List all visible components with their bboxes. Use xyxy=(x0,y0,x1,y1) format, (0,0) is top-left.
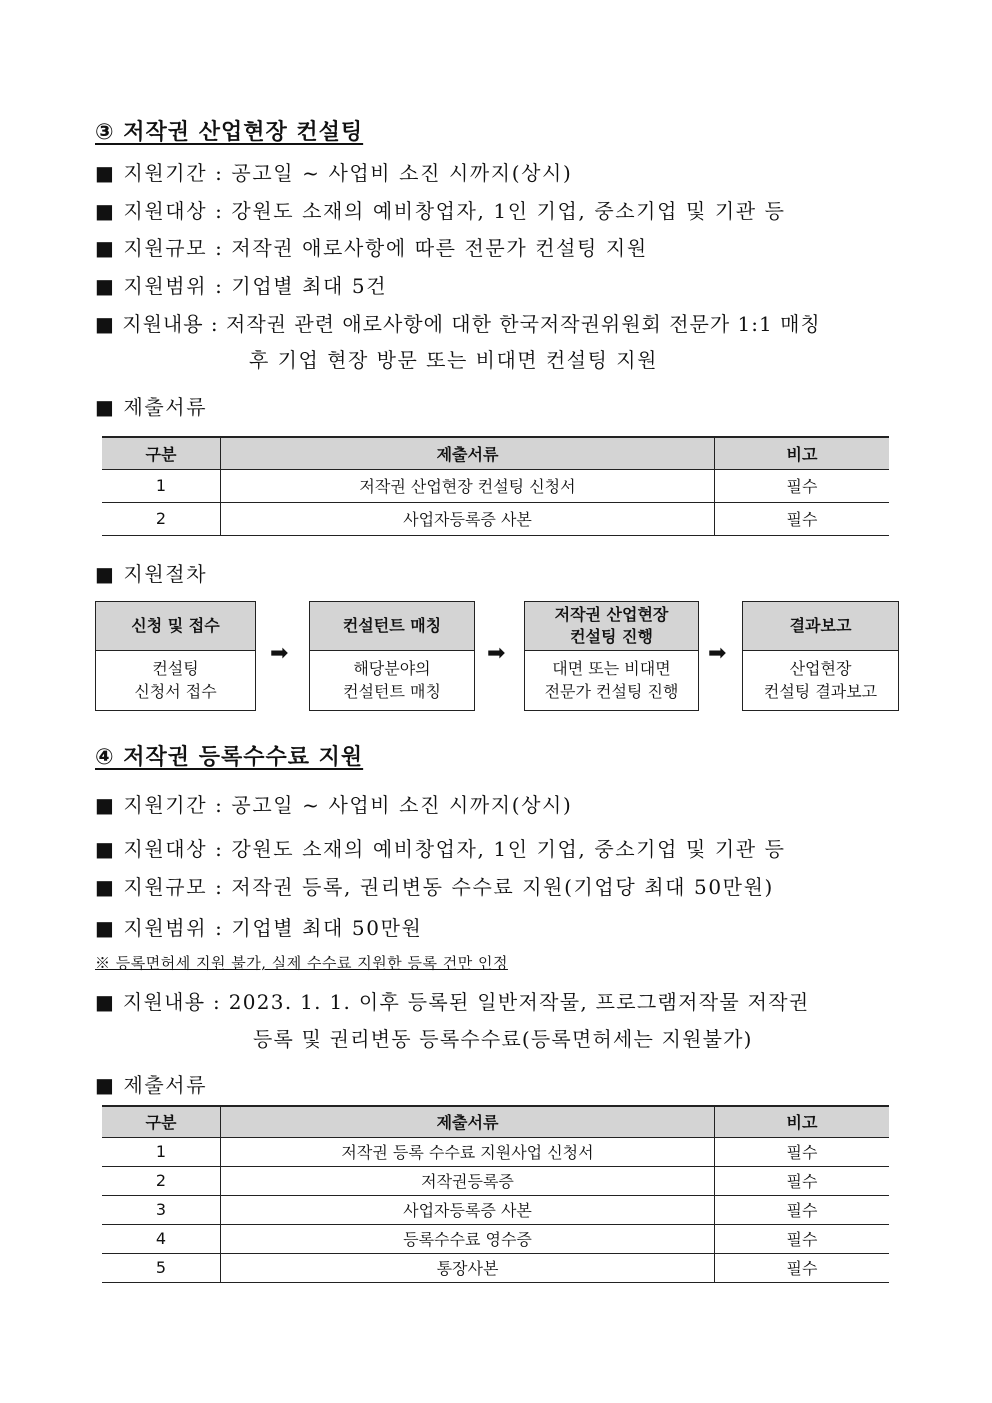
process-step-title: 컨설턴트 매칭 xyxy=(310,602,474,651)
col-header-document: 제출서류 xyxy=(221,437,715,469)
s4-period-label: 지원기간 : xyxy=(123,793,224,817)
bullet-icon: ■ xyxy=(95,161,116,185)
cell-document: 저작권 산업현장 컨설팅 신청서 xyxy=(221,469,715,502)
s3-docs-heading: 제출서류 xyxy=(123,395,208,419)
s4-docs-table xyxy=(102,1105,889,1283)
cell-remarks: 필수 xyxy=(715,469,890,502)
arrow-right-icon: ➡ xyxy=(708,641,727,666)
s3-target-label: 지원대상 : xyxy=(123,199,224,223)
s3-process-heading-row xyxy=(95,560,207,588)
bullet-icon: ■ xyxy=(95,1073,116,1097)
bullet-icon: ■ xyxy=(95,875,116,899)
bullet-icon: ■ xyxy=(95,837,116,861)
cell-number: 4 xyxy=(102,1224,221,1253)
cell-document: 저작권등록증 xyxy=(221,1166,715,1195)
col-header-category: 구분 xyxy=(102,437,221,469)
col-header-remarks: 비고 xyxy=(715,1106,890,1137)
process-step-title: 저작권 산업현장 컨설팅 진행 xyxy=(525,602,698,651)
table-header-row xyxy=(102,437,889,469)
s3-content-text-cont: 후 기업 현장 방문 또는 비대면 컨설팅 지원 xyxy=(249,348,658,372)
cell-remarks: 필수 xyxy=(715,1224,890,1253)
s4-content-text-cont: 등록 및 권리변동 등록수수료(등록면허세는 지원불가) xyxy=(253,1027,753,1051)
cell-number: 1 xyxy=(102,1137,221,1166)
cell-remarks: 필수 xyxy=(715,502,890,535)
s4-range-text: 기업별 최대 50만원 xyxy=(231,916,423,940)
process-step-body: 산업현장 컨설팅 결과보고 xyxy=(763,658,878,701)
process-step-report xyxy=(742,601,899,711)
process-step-body: 대면 또는 비대면 전문가 컨설팅 진행 xyxy=(544,658,679,701)
cell-number: 3 xyxy=(102,1195,221,1224)
bullet-icon: ■ xyxy=(95,199,116,223)
table-row xyxy=(102,1166,889,1195)
arrow-right-icon: ➡ xyxy=(487,641,506,666)
s3-range-label: 지원범위 : xyxy=(123,274,224,298)
cell-document: 저작권 등록 수수료 지원사업 신청서 xyxy=(221,1137,715,1166)
bullet-icon: ■ xyxy=(95,312,115,336)
cell-document: 사업자등록증 사본 xyxy=(221,502,715,535)
s4-period-text: 공고일 ~ 사업비 소진 시까지(상시) xyxy=(231,793,573,817)
table-row xyxy=(102,1224,889,1253)
s3-scale-label: 지원규모 : xyxy=(123,236,224,260)
s4-docs-heading-row xyxy=(95,1071,207,1099)
process-step-body: 컨설팅 신청서 접수 xyxy=(134,658,217,701)
s4-docs-heading: 제출서류 xyxy=(123,1073,208,1097)
cell-number: 2 xyxy=(102,1166,221,1195)
cell-document: 등록수수료 영수증 xyxy=(221,1224,715,1253)
s4-range-row xyxy=(95,914,422,942)
s3-process-heading: 지원절차 xyxy=(123,562,208,586)
s3-period-text: 공고일 ~ 사업비 소진 시까지(상시) xyxy=(231,161,573,185)
bullet-icon: ■ xyxy=(95,793,116,817)
s3-content-row xyxy=(95,310,821,338)
s3-docs-table xyxy=(102,436,889,536)
section3-title: ③ 저작권 산업현장 컨설팅 xyxy=(95,120,364,145)
bullet-icon: ■ xyxy=(95,916,116,940)
cell-remarks: 필수 xyxy=(715,1137,890,1166)
cell-number: 1 xyxy=(102,469,221,502)
bullet-icon: ■ xyxy=(95,990,116,1014)
s4-target-row xyxy=(95,835,786,863)
cell-remarks: 필수 xyxy=(715,1253,890,1282)
s3-target-row xyxy=(95,197,786,225)
col-header-document: 제출서류 xyxy=(221,1106,715,1137)
bullet-icon: ■ xyxy=(95,395,116,419)
s3-content-text: 저작권 관련 애로사항에 대한 한국저작권위원회 전문가 1:1 매칭 xyxy=(226,312,821,336)
table-row xyxy=(102,1137,889,1166)
s4-content-text: 2023. 1. 1. 이후 등록된 일반저작물, 프로그램저작물 저작권 xyxy=(228,990,810,1014)
s4-period-row xyxy=(95,791,572,819)
cell-document: 사업자등록증 사본 xyxy=(221,1195,715,1224)
s3-range-row xyxy=(95,272,387,300)
process-step-title: 결과보고 xyxy=(743,602,898,651)
cell-document: 통장사본 xyxy=(221,1253,715,1282)
bullet-icon: ■ xyxy=(95,236,116,260)
s4-scale-label: 지원규모 : xyxy=(123,875,224,899)
process-step-title: 신청 및 접수 xyxy=(96,602,255,651)
s3-content-label: 지원내용 : xyxy=(122,312,219,336)
col-header-remarks: 비고 xyxy=(715,437,890,469)
table-header-row xyxy=(102,1106,889,1137)
cell-remarks: 필수 xyxy=(715,1195,890,1224)
s4-note: ※ 등록면허세 지원 불가, 실제 수수료 지원한 등록 건만 인정 xyxy=(95,954,508,972)
table-row xyxy=(102,502,889,535)
process-step-body: 해당분야의 컨설턴트 매칭 xyxy=(343,658,441,701)
s3-docs-heading-row xyxy=(95,393,207,421)
process-step-consulting xyxy=(524,601,699,711)
s3-scale-text: 저작권 애로사항에 따른 전문가 컨설팅 지원 xyxy=(231,236,648,260)
section4-title: ④ 저작권 등록수수료 지원 xyxy=(95,745,364,770)
s3-range-text: 기업별 최대 5건 xyxy=(231,274,388,298)
s4-content-row xyxy=(95,988,810,1016)
cell-number: 2 xyxy=(102,502,221,535)
arrow-right-icon: ➡ xyxy=(270,641,289,666)
s4-target-label: 지원대상 : xyxy=(123,837,224,861)
table-row xyxy=(102,1195,889,1224)
table-row xyxy=(102,469,889,502)
s4-scale-row xyxy=(95,873,774,901)
process-step-application xyxy=(95,601,256,711)
bullet-icon: ■ xyxy=(95,274,116,298)
bullet-icon: ■ xyxy=(95,562,116,586)
s4-content-label: 지원내용 : xyxy=(122,990,222,1014)
s4-scale-text: 저작권 등록, 권리변동 수수료 지원(기업당 최대 50만원) xyxy=(231,875,774,899)
s3-period-label: 지원기간 : xyxy=(123,161,224,185)
cell-number: 5 xyxy=(102,1253,221,1282)
table-row xyxy=(102,1253,889,1282)
s4-range-label: 지원범위 : xyxy=(123,916,224,940)
cell-remarks: 필수 xyxy=(715,1166,890,1195)
s3-scale-row xyxy=(95,234,648,262)
s3-period-row xyxy=(95,159,572,187)
col-header-category: 구분 xyxy=(102,1106,221,1137)
s4-target-text: 강원도 소재의 예비창업자, 1인 기업, 중소기업 및 기관 등 xyxy=(231,837,786,861)
process-step-matching xyxy=(309,601,475,711)
s3-target-text: 강원도 소재의 예비창업자, 1인 기업, 중소기업 및 기관 등 xyxy=(231,199,786,223)
